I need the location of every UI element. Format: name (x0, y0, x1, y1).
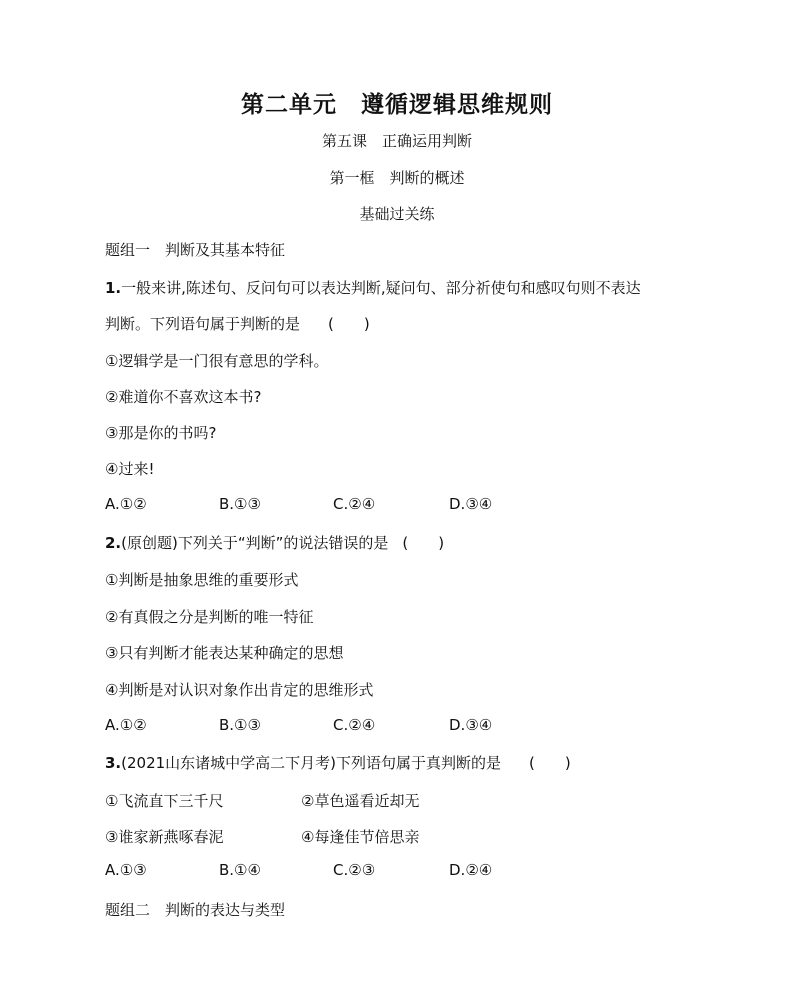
question-1-stem-line1: 1.一般来讲,陈述句、反问句可以表达判断,疑问句、部分祈使句和感叹句则不表达 (105, 279, 641, 297)
group-heading-1: 题组一 判断及其基本特征 (105, 241, 286, 259)
question-2-item-3: ③只有判断才能表达某种确定的思想 (105, 644, 344, 662)
question-1-item-1: ①逻辑学是一门很有意思的学科。 (105, 352, 329, 370)
option-a[interactable]: A.①③ (105, 861, 147, 879)
option-c[interactable]: C.②④ (333, 716, 376, 734)
question-2-item-1: ①判断是抽象思维的重要形式 (105, 571, 299, 589)
exercise-type: 基础过关练 (359, 205, 435, 223)
question-3-item-1: ①飞流直下三千尺 (105, 792, 224, 810)
question-number: 2. (105, 534, 122, 552)
question-3-item-4: ④每逢佳节倍思亲 (301, 828, 420, 846)
option-d[interactable]: D.②④ (449, 861, 493, 879)
question-number: 3. (105, 754, 122, 772)
option-b[interactable]: B.①③ (219, 495, 261, 513)
section-title: 第一框 判断的概述 (329, 169, 465, 187)
question-2-item-2: ②有真假之分是判断的唯一特征 (105, 608, 314, 626)
unit-title: 第二单元 遵循逻辑思维规则 (241, 92, 553, 118)
question-2-options (105, 716, 705, 736)
option-a[interactable]: A.①② (105, 495, 147, 513)
option-b[interactable]: B.①③ (219, 716, 261, 734)
question-1-item-4: ④过来! (105, 460, 155, 478)
question-3-stem: 3.(2021山东诸城中学高二下月考)下列语句属于真判断的是 ( ) (105, 754, 571, 772)
question-1-item-2: ②难道你不喜欢这本书? (105, 388, 262, 406)
question-number: 1. (105, 279, 122, 297)
question-3-item-2: ②草色遥看近却无 (301, 792, 420, 810)
question-2-stem: 2.(原创题)下列关于“判断”的说法错误的是 ( ) (105, 534, 445, 552)
option-c[interactable]: C.②③ (333, 861, 376, 879)
answer-blank[interactable]: ( ) (529, 754, 571, 772)
answer-blank[interactable]: ( ) (328, 315, 370, 333)
lesson-title: 第五课 正确运用判断 (321, 132, 472, 150)
question-3-item-3: ③谁家新燕啄春泥 (105, 828, 224, 846)
question-tag: (原创题) (121, 534, 178, 552)
answer-blank[interactable]: ( ) (402, 534, 445, 552)
question-3-options (105, 861, 705, 881)
group-heading-2: 题组二 判断的表达与类型 (105, 901, 286, 919)
option-d[interactable]: D.③④ (449, 495, 493, 513)
question-tag: (2021山东诸城中学高二下月考) (121, 754, 337, 772)
question-3-items-row1 (105, 790, 705, 810)
question-1-options (105, 495, 705, 515)
option-d[interactable]: D.③④ (449, 716, 493, 734)
question-1-item-3: ③那是你的书吗? (105, 424, 217, 442)
option-c[interactable]: C.②④ (333, 495, 376, 513)
question-1-stem-line2: 判断。下列语句属于判断的是 ( ) (105, 315, 370, 333)
option-a[interactable]: A.①② (105, 716, 147, 734)
option-b[interactable]: B.①④ (219, 861, 261, 879)
question-3-items-row2 (105, 826, 705, 846)
question-2-item-4: ④判断是对认识对象作出肯定的思维形式 (105, 681, 374, 699)
